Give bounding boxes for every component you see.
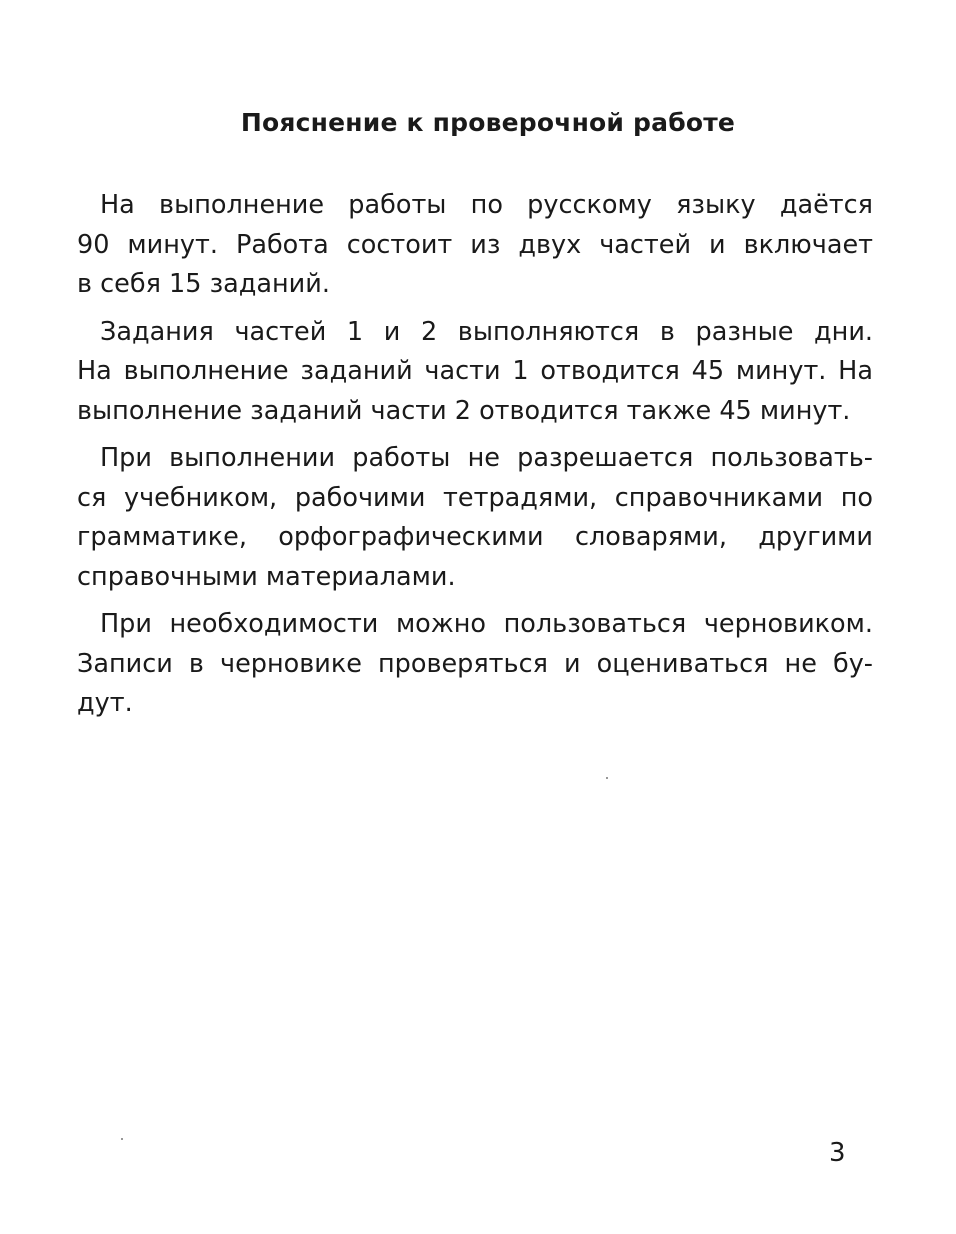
paragraph-line: в себя 15 заданий. — [77, 269, 330, 299]
paragraph-line: На выполнение работы по русскому языку даётся — [100, 190, 873, 220]
page-number: 3 — [829, 1138, 846, 1168]
paragraph-line: выполнение заданий части 2 отводится также 45 минут. — [77, 395, 851, 426]
paragraph-line: При выполнении работы не разрешается пользовать- — [100, 443, 873, 473]
scan-speck — [121, 1138, 123, 1140]
document-body — [77, 186, 873, 732]
paragraph-line: справочными материалами. — [77, 561, 456, 592]
paragraph-line: На выполнение заданий части 1 отводится 45 минут. На — [77, 356, 873, 386]
paragraph-line: дут. — [77, 688, 133, 718]
paragraph-line: ся учебником, рабочими тетрадями, справочниками по — [77, 482, 873, 513]
paragraph-time-info — [77, 186, 873, 305]
paragraph-parts-info — [77, 313, 873, 432]
paragraph-restrictions — [77, 439, 873, 597]
paragraph-line: грамматике, орфографическими словарями, другими — [77, 522, 873, 552]
paragraph-line: Записи в черновике проверяться и оцениваться не бу- — [77, 648, 873, 679]
paragraph-line: При необходимости можно пользоваться черновиком. — [100, 609, 873, 639]
paragraph-line: 90 минут. Работа состоит из двух частей и включает — [77, 229, 873, 260]
paragraph-line: Задания частей 1 и 2 выполняются в разные дни. — [100, 316, 873, 347]
paragraph-draft-info — [77, 605, 873, 724]
page-title: Пояснение к проверочной работе — [240, 108, 736, 137]
scan-speck — [606, 777, 608, 779]
